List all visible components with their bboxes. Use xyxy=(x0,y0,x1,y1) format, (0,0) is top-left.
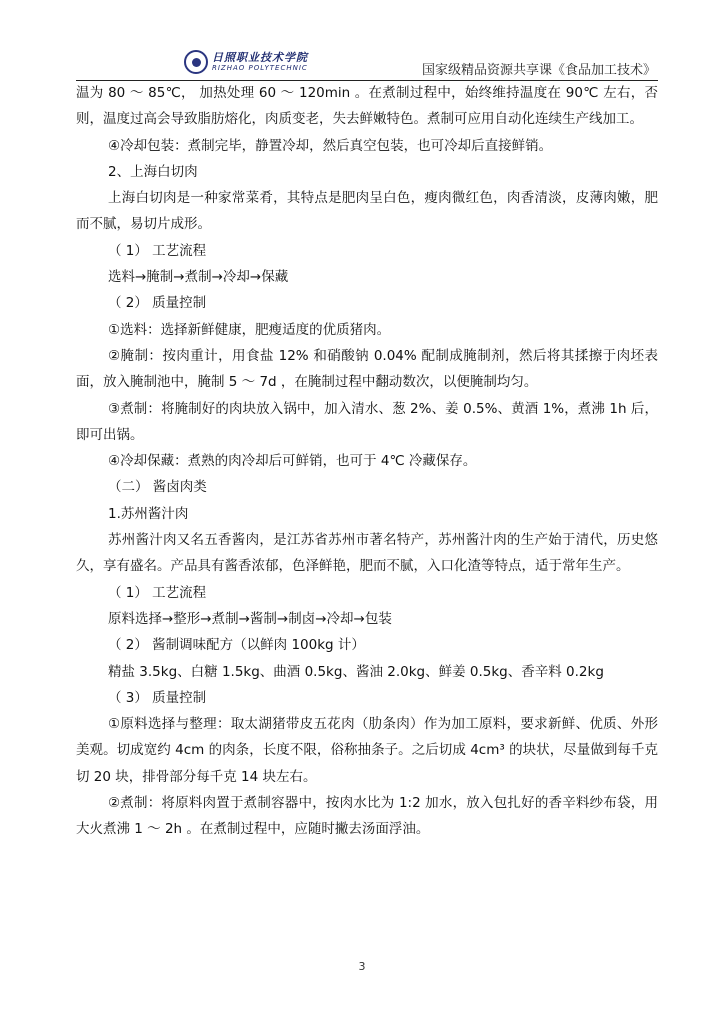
course-title: 国家级精品资源共享课《食品加工技术》 xyxy=(421,63,656,78)
section-heading: 2、上海白切肉 xyxy=(108,163,198,180)
subsection-heading: （ 2） 质量控制 xyxy=(108,295,207,312)
subsection-heading: （ 2） 酱制调味配方（以鲜肉 100kg 计） xyxy=(108,637,365,654)
logo-english-name: RIZHAO POLYTECHNIC xyxy=(212,64,308,72)
seasoning-formula: 精盐 3.5kg、白糖 1.5kg、曲酒 0.5kg、酱油 2.0kg、鲜姜 0.5kg、香辛料 0.2kg xyxy=(108,663,604,680)
paragraph-step: ①选料：选择新鲜健康，肥瘦适度的优质猪肉。 xyxy=(108,321,391,338)
process-flow: 选料→腌制→煮制→冷却→保藏 xyxy=(108,269,289,286)
subsection-heading: （ 1） 工艺流程 xyxy=(108,242,207,259)
paragraph: 苏州酱汁肉又名五香酱肉，是江苏省苏州市著名特产，苏州酱汁肉的生产始于清代，历史悠久，享有盛名。产品具有酱香浓郁，色泽鲜艳，肥而不腻，入口化渣等特点，适于常年生产。 xyxy=(76,532,658,575)
paragraph-step: ④冷却包装：煮制完毕，静置冷却，然后真空包装，也可冷却后直接鲜销。 xyxy=(108,137,553,154)
paragraph-step: ②煮制：将原料肉置于煮制容器中，按肉水比为 1:2 加水，放入包扎好的香辛料纱布袋，用大火煮沸 1 ～ 2h 。在煮制过程中，应随时撇去汤面浮油。 xyxy=(76,795,658,838)
page-header xyxy=(76,44,658,81)
school-emblem-icon xyxy=(184,50,208,74)
subsection-heading: （ 3） 质量控制 xyxy=(108,689,207,706)
body-text xyxy=(76,80,658,843)
school-logo xyxy=(184,48,308,76)
logo-chinese-name: 日照职业技术学院 xyxy=(212,51,308,64)
paragraph-step: ①原料选择与整理：取太湖猪带皮五花肉（肋条肉）作为加工原料，要求新鲜、优质、外形美观。切成宽约 4cm 的肉条，长度不限，俗称抽条子。之后切成 4cm³ 的块状，尽量做到每千克切 20 块，排骨部分每千克 14 块左右。 xyxy=(76,716,658,785)
paragraph-step: ②腌制：按肉重计，用食盐 12% 和硝酸钠 0.04% 配制成腌制剂，然后将其揉擦于肉坯表面，放入腌制池中，腌制 5 ～ 7d ，在腌制过程中翻动数次，以便腌制均匀。 xyxy=(76,347,658,391)
paragraph-step: ③煮制：将腌制好的肉块放入锅中，加入清水、葱 2%、姜 0.5%、黄酒 1%，煮沸 1h 后，即可出锅。 xyxy=(76,400,658,443)
paragraph: 上海白切肉是一种家常菜肴，其特点是肥肉呈白色，瘦肉微红色，肉香清淡，皮薄肉嫩，肥而不腻，易切片成形。 xyxy=(76,190,658,233)
paragraph-continuation: 温为 80 ～ 85℃， 加热处理 60 ～ 120min 。在煮制过程中，始终维持温度在 90℃ 左右，否则，温度过高会导致脂肪熔化，肉质变老，失去鲜嫩特色。煮制可应用自动化连续生产线加工。 xyxy=(76,85,658,128)
paragraph-step: ④冷却保藏：煮熟的肉冷却后可鲜销，也可于 4℃ 冷藏保存。 xyxy=(108,453,477,470)
process-flow: 原料选择→整形→煮制→酱制→制卤→冷却→包装 xyxy=(108,610,392,627)
page-number: 3 xyxy=(358,960,366,973)
section-heading: （二） 酱卤肉类 xyxy=(108,479,207,496)
section-heading: 1.苏州酱汁肉 xyxy=(108,505,189,522)
subsection-heading: （ 1） 工艺流程 xyxy=(108,584,207,601)
